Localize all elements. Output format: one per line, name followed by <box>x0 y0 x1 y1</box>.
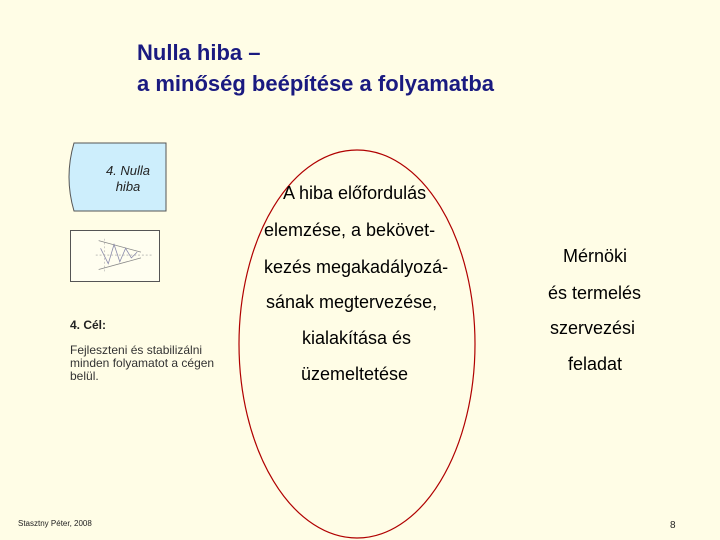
title-line-1: Nulla hiba – <box>137 40 261 65</box>
oval-line-3: kezés megakadályozá- <box>264 257 449 277</box>
role-line-3: szervezési <box>550 318 636 338</box>
goal-text: Fejleszteni és stabilizálni minden folyamatot a cégen belül. <box>70 343 215 383</box>
role-line-1: Mérnöki <box>563 246 628 266</box>
funnel-diagram-icon <box>71 231 159 281</box>
oval-line-4: sának megtervezése, <box>266 292 438 312</box>
goal-heading: 4. Cél: <box>70 318 107 332</box>
footer-author: Stasztny Péter, 2008 <box>18 519 92 528</box>
page-number: 8 <box>670 520 676 531</box>
oval-line-2: elemzése, a bekövet- <box>264 220 436 240</box>
role-line-4: feladat <box>568 354 623 374</box>
badge-label: 4. Nulla hiba <box>105 163 151 194</box>
role-line-2: és termelés <box>548 283 642 303</box>
title-line-2: a minőség beépítése a folyamatba <box>137 71 495 96</box>
slide-title <box>137 37 494 99</box>
oval-line-5: kialakítása és <box>302 328 412 348</box>
diagram-thumbnail <box>70 230 160 282</box>
oval-line-1: A hiba előfordulás <box>283 183 427 203</box>
oval-line-6: üzemeltetése <box>301 364 409 384</box>
